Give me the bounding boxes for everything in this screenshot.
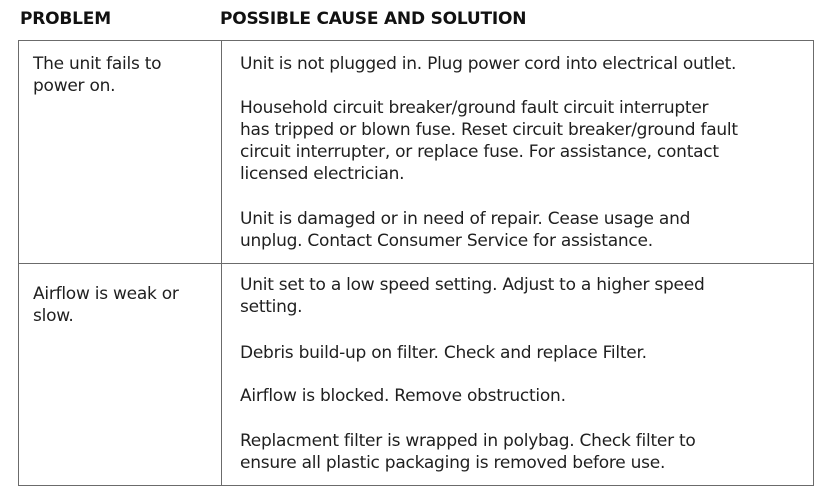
row-1-problem-line-2: power on. [33, 76, 116, 96]
row-1-solution-3-line-2: unplug. Contact Consumer Service for assistance. [240, 231, 653, 251]
row-1-solution-2 [240, 97, 738, 185]
row-2-solution-4 [240, 430, 696, 474]
row-1-solution-2-line-3: circuit interrupter, or replace fuse. For assistance, contact [240, 142, 719, 162]
row-1-solution-3-line-1: Unit is damaged or in need of repair. Cease usage and [240, 209, 691, 229]
row-2-solution-1-line-2: setting. [240, 297, 303, 317]
row-2-solution-4-line-1: Replacment filter is wrapped in polybag. Check filter to [240, 431, 696, 451]
header-problem: PROBLEM [20, 9, 111, 29]
row-1-solution-1 [240, 53, 736, 75]
row-2-solution-1-line-1: Unit set to a low speed setting. Adjust to a higher speed [240, 275, 705, 295]
row-2-solution-3 [240, 385, 566, 407]
troubleshooting-table [18, 40, 814, 486]
row-1-solution-2-line-1: Household circuit breaker/ground fault circuit interrupter [240, 98, 709, 118]
row-2-solution-1 [240, 274, 704, 318]
row-1-problem-line-1: The unit fails to [33, 54, 162, 74]
row-divider [19, 263, 813, 264]
row-2-solution-2 [240, 342, 647, 364]
row-2-problem-line-2: slow. [33, 306, 74, 326]
row-2-solution-2-line-1: Debris build-up on filter. Check and replace Filter. [240, 343, 647, 363]
row-2-solution-4-line-2: ensure all plastic packaging is removed before use. [240, 453, 666, 473]
row-1-solution-3 [240, 208, 690, 252]
header-possible-cause-and-solution: POSSIBLE CAUSE AND SOLUTION [220, 9, 527, 29]
row-2-problem-line-1: Airflow is weak or [33, 284, 179, 304]
row-1-solution-2-line-2: has tripped or blown fuse. Reset circuit breaker/ground fault [240, 120, 738, 140]
row-1-solution-2-line-4: licensed electrician. [240, 164, 405, 184]
row-1-solution-1-line-1: Unit is not plugged in. Plug power cord into electrical outlet. [240, 54, 737, 74]
row-2-problem [33, 283, 179, 327]
row-1-problem [33, 53, 161, 97]
row-2-solution-3-line-1: Airflow is blocked. Remove obstruction. [240, 386, 566, 406]
